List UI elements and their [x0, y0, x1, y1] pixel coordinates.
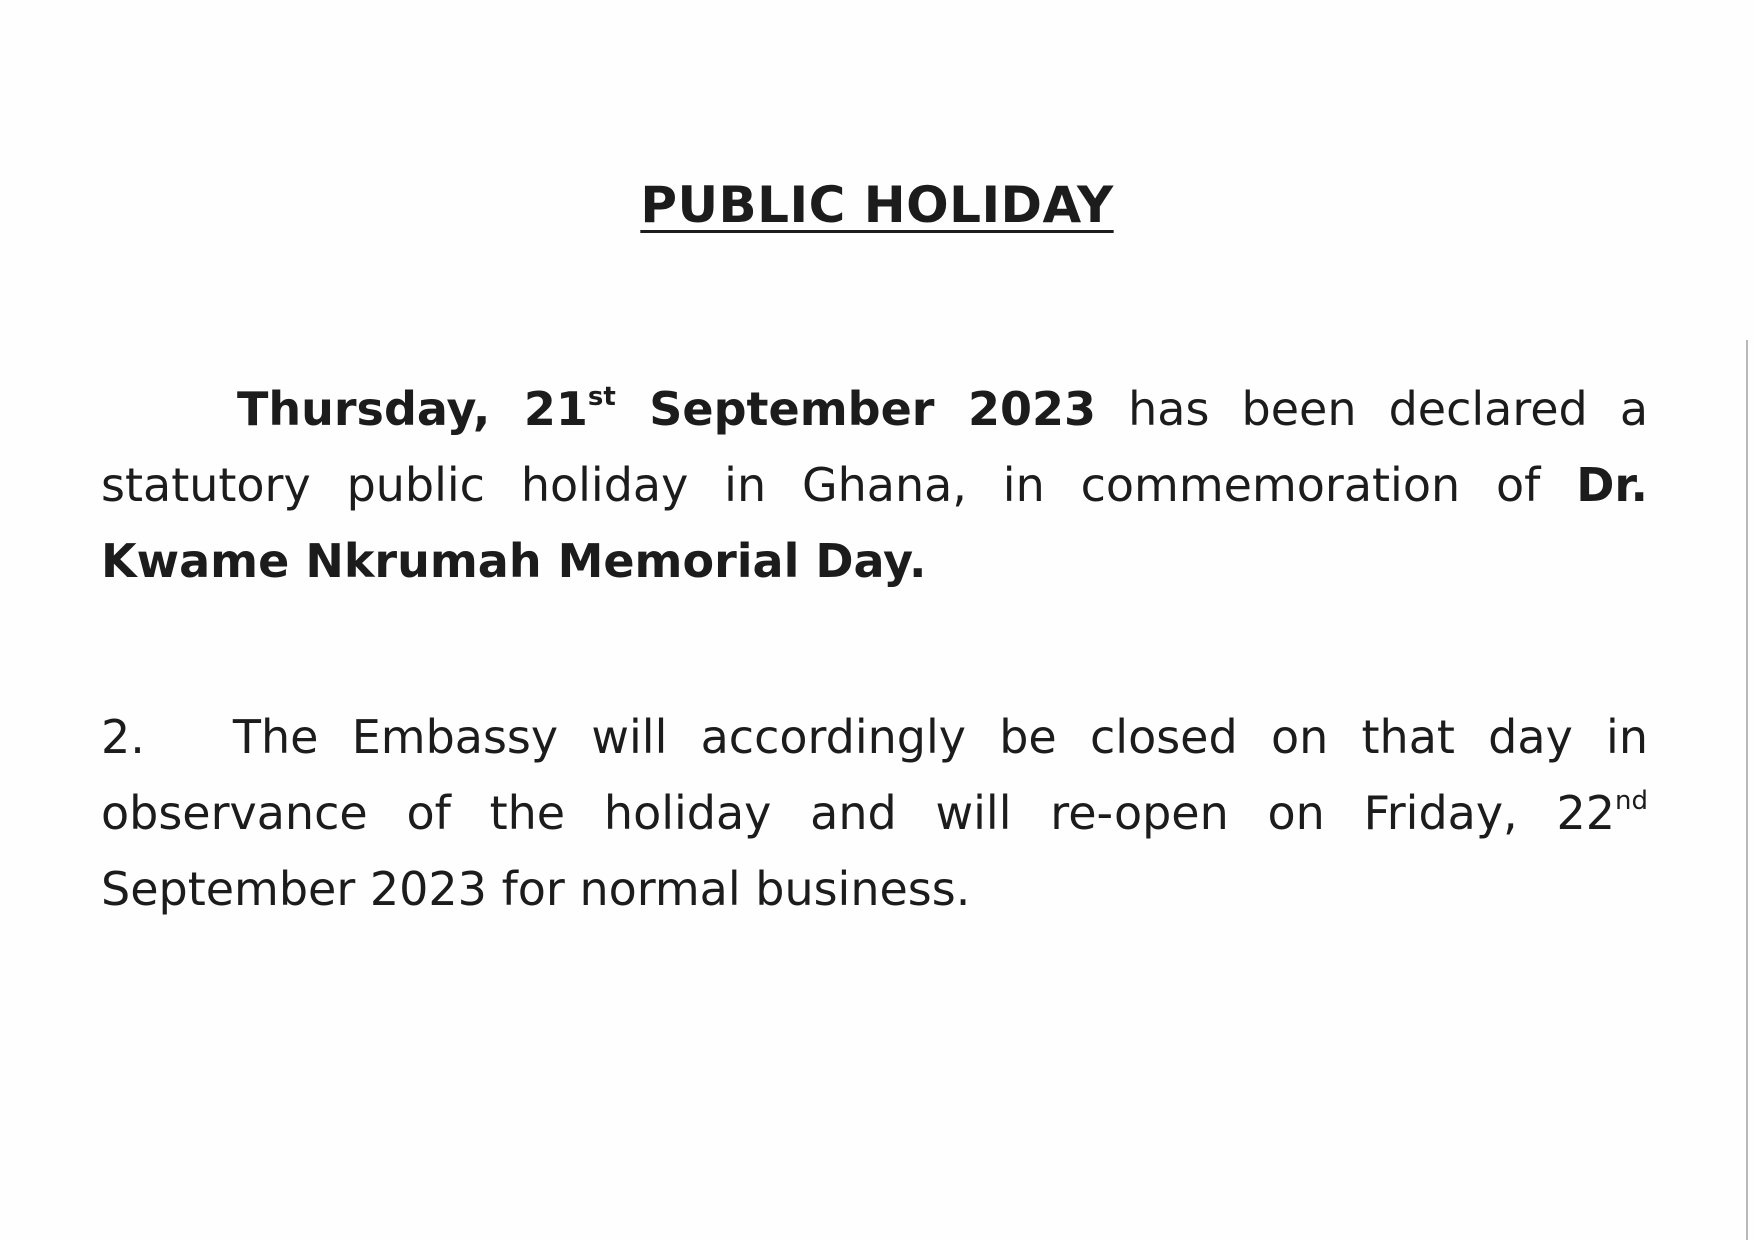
declaration-text: has been declared a statutory public holiday in Ghana, in commemoration of [101, 382, 1649, 512]
reopen-date-suffix: nd [1615, 786, 1648, 816]
scan-edge-line [1746, 340, 1748, 1240]
paragraph-number: 2. [101, 710, 145, 764]
holiday-date: Thursday, 21st September 2023 [237, 382, 1096, 436]
paragraph-closure [101, 699, 1648, 927]
paragraph-declaration [101, 371, 1648, 599]
occasion-name: Dr. Kwame Nkrumah Memorial Day. [101, 458, 1648, 588]
closure-text-end: September 2023 for normal business. [101, 862, 971, 916]
notice-title: PUBLIC HOLIDAY [640, 176, 1114, 234]
closure-text: The Embassy will accordingly be closed on that day in observance of the holiday and will re-open on Friday, 22 [101, 710, 1648, 840]
